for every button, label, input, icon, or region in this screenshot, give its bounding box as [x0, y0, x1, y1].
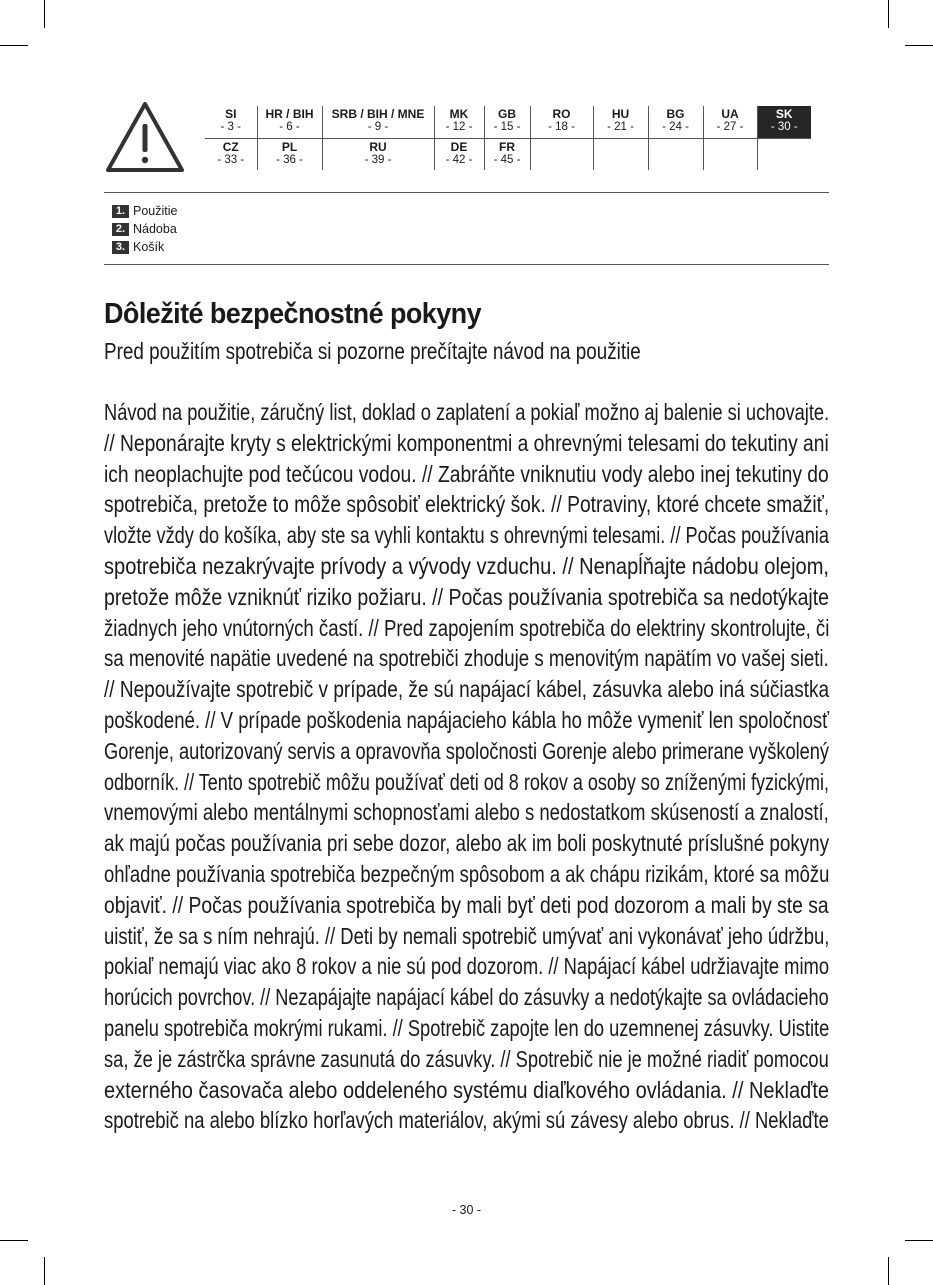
parts-legend: [112, 202, 177, 256]
language-page: - 6 -: [279, 121, 300, 133]
body-line: // Nepoužívajte spotrebič v prípade, že sú napájací kábel, zásuvka alebo iná súčiastka: [104, 676, 830, 703]
language-cell-empty: [703, 138, 757, 170]
body-line: panelu spotrebiča mokrými rukami. // Spotrebič zapojte len do uzemnenej zásuvky. Uistite: [104, 1014, 830, 1041]
body-line: ohľadne používania spotrebiča bezpečným spôsobom a ak chápu rizikám, ktoré sa môžu: [104, 860, 830, 887]
divider: [104, 264, 829, 265]
legend-label: Použitie: [133, 204, 178, 218]
language-code: RU: [369, 139, 387, 154]
body-line: spotrebiča nezakrývajte prívody a vývody vzduchu. // Nenapĺňajte nádobu olejom,: [104, 552, 830, 579]
language-cell: [757, 106, 811, 138]
language-cell: [257, 106, 322, 138]
language-cell: [484, 138, 530, 170]
legend-number: 2.: [112, 223, 129, 236]
language-page: - 12 -: [445, 121, 473, 133]
language-code: SK: [775, 107, 793, 121]
page-number: - 30 -: [451, 1203, 482, 1217]
language-code: MK: [449, 107, 469, 121]
language-page: - 33 -: [217, 153, 245, 166]
crop-mark: [0, 45, 28, 46]
body-line: spotrebiča, pretože to môže spôsobiť elektrický šok. // Potraviny, ktoré chcete smažiť,: [104, 491, 830, 518]
language-cell-empty: [648, 138, 703, 170]
language-code: FR: [499, 139, 515, 154]
body-line: objaviť. // Počas používania spotrebiča by mali byť deti pod dozorom a mali by ste sa: [104, 891, 829, 918]
crop-mark: [888, 1257, 889, 1285]
body-line: sa, že je zástrčka správne zasunutá do zásuvky. // Spotrebič nie je možné riadiť pomocou: [104, 1045, 829, 1072]
crop-mark: [0, 1240, 28, 1241]
legend-number: 1.: [112, 205, 129, 218]
language-page: - 15 -: [493, 121, 521, 133]
body-line: // Neponárajte kryty s elektrickými komponentmi a ohrevnými telesami do tekutiny ani: [104, 429, 829, 456]
language-cell: [205, 106, 257, 138]
legend-item: [112, 220, 177, 238]
legend-label: Košík: [133, 240, 165, 254]
crop-mark: [888, 0, 889, 28]
crop-mark: [905, 1240, 933, 1241]
language-page: - 30 -: [770, 121, 798, 133]
language-cell: [648, 106, 703, 138]
language-page: - 9 -: [367, 121, 389, 133]
language-code: UA: [721, 107, 739, 121]
body-line: spotrebič na alebo blízko horľavých materiálov, akými sú závesy alebo obrus. // Neklaďte: [104, 1107, 829, 1134]
legend-item: [112, 202, 177, 220]
language-cell: [257, 138, 322, 170]
safety-instructions-text: [104, 397, 829, 1136]
crop-mark: [44, 1257, 45, 1285]
language-index-table: [205, 106, 811, 170]
body-line: poškodené. // V prípade poškodenia napájacieho kábla ho môže vymeniť len spoločnosť: [104, 706, 830, 733]
language-page: - 21 -: [607, 121, 634, 133]
body-line: ak majú počas používania pri sebe dozor, alebo ak im boli poskytnuté príslušné pokyny: [104, 830, 830, 857]
body-line: Návod na použitie, záručný list, doklad o zaplatení a pokiaľ možno aj balenie si uchovajte.: [104, 399, 830, 425]
language-cell: [434, 138, 484, 170]
legend-number: 3.: [112, 241, 129, 254]
language-cell-empty: [757, 138, 811, 170]
body-line: ich neoplachujte pod tečúcou vodou. // Zabráňte vniknutiu vody alebo inej tekutiny do: [104, 460, 829, 487]
language-page: - 18 -: [548, 121, 575, 133]
crop-mark: [905, 45, 933, 46]
body-line: sa menovité napätie uvedené na spotrebiči zhoduje s menovitým napätím vo vašej sieti.: [104, 645, 829, 672]
warning-icon: [104, 100, 186, 174]
language-cell: [703, 106, 757, 138]
language-cell-empty: [593, 138, 648, 170]
language-cell: [530, 106, 593, 138]
body-line: externého časovača alebo oddeleného systému diaľkového ovládania. // Neklaďte: [104, 1076, 830, 1103]
language-code: CZ: [222, 139, 239, 154]
language-row: [205, 106, 811, 138]
divider: [104, 192, 829, 193]
language-page: - 27 -: [716, 121, 744, 133]
body-line: odborník. // Tento spotrebič môžu používať deti od 8 rokov a osoby so zníženými fyzickými,: [104, 768, 830, 795]
language-cell: [484, 106, 530, 138]
language-page: - 36 -: [276, 153, 303, 166]
legend-label: Nádoba: [133, 222, 177, 236]
body-line: pokiaľ nemajú viac ako 8 rokov a nie sú pod dozorom. // Napájací kábel udržiavajte mimo: [104, 953, 830, 980]
body-line: uistiť, že sa s ním nehrajú. // Deti by nemali spotrebič umývať ani vykonávať jeho údržbu,: [104, 922, 830, 949]
language-cell: [322, 106, 434, 138]
language-cell: [205, 138, 257, 170]
language-code: HU: [611, 107, 630, 121]
language-page: - 24 -: [662, 121, 689, 133]
language-row: [205, 138, 811, 170]
page-subtitle: Pred použitím spotrebiča si pozorne prečítajte návod na použitie: [104, 338, 641, 364]
body-line: horúcich povrchov. // Nezapájajte napájací kábel do zásuvky a nedotýkajte sa ovládacieho: [104, 984, 829, 1011]
language-code: SRB / BIH / MNE: [331, 107, 425, 121]
crop-mark: [44, 0, 45, 28]
language-page: - 3 -: [220, 121, 241, 133]
language-code: BG: [666, 107, 685, 121]
language-cell: [322, 138, 434, 170]
legend-item: [112, 238, 177, 256]
language-page: - 45 -: [493, 153, 521, 166]
language-code: GB: [498, 107, 516, 121]
language-cell: [434, 106, 484, 138]
page-title: Dôležité bezpečnostné pokyny: [104, 298, 482, 330]
body-line: pretože môže vzniknúť riziko požiaru. // Počas používania spotrebiča sa nedotýkajte: [104, 583, 830, 610]
language-code: HR / BIH: [265, 107, 314, 121]
language-page: - 39 -: [364, 153, 392, 166]
language-cell-empty: [530, 138, 593, 170]
language-cell: [593, 106, 648, 138]
language-code: SI: [225, 107, 237, 121]
language-code: DE: [450, 139, 468, 154]
language-code: RO: [552, 107, 571, 121]
body-line: vložte vždy do košíka, aby ste sa vyhli kontaktu s ohrevnými telesami. // Počas používania: [104, 522, 829, 549]
language-page: - 42 -: [445, 153, 473, 166]
body-line: žiadnych jeho vnútorných častí. // Pred zapojením spotrebiča do elektriny skontrolujte, či: [104, 614, 830, 641]
language-code: PL: [281, 139, 298, 154]
body-line: vnemovými alebo mentálnymi schopnosťami alebo s nedostatkom skúseností a znalostí,: [104, 799, 829, 826]
body-line: Gorenje, autorizovaný servis a opravovňa spoločnosti Gorenje alebo primerane vyškolený: [104, 737, 830, 764]
